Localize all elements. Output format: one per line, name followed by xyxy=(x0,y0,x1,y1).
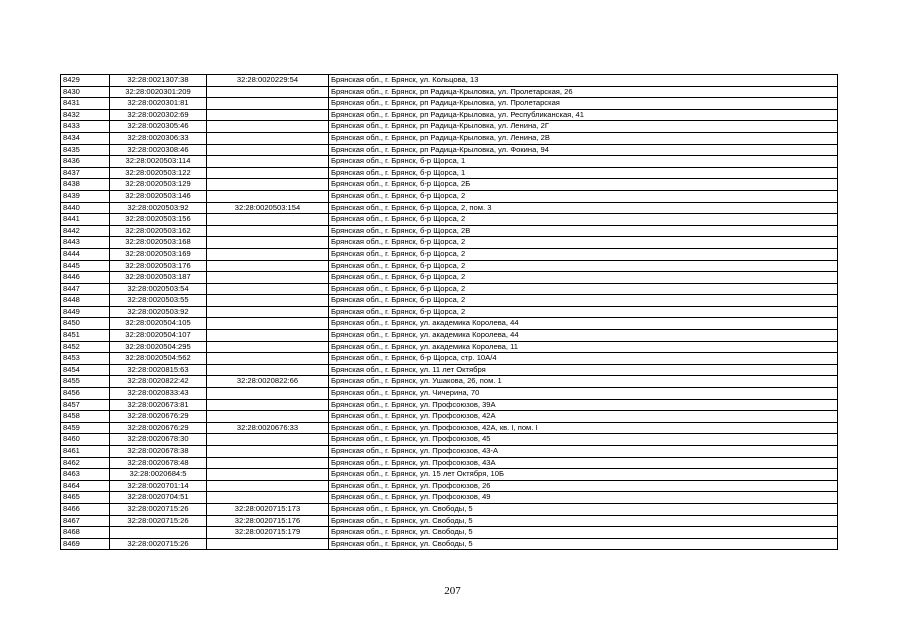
secondary-cadastral-number-cell xyxy=(207,121,329,133)
table-row xyxy=(61,318,838,330)
secondary-cadastral-number-cell: 32:28:0020676:33 xyxy=(207,422,329,434)
row-number-cell: 8431 xyxy=(61,98,110,110)
cadastral-number-cell: 32:28:0020704:51 xyxy=(110,492,207,504)
secondary-cadastral-number-cell: 32:28:0020503:154 xyxy=(207,202,329,214)
cadastral-number-cell: 32:28:0020503:156 xyxy=(110,214,207,226)
row-number-cell: 8444 xyxy=(61,248,110,260)
secondary-cadastral-number-cell xyxy=(207,295,329,307)
row-number-cell: 8430 xyxy=(61,86,110,98)
secondary-cadastral-number-cell xyxy=(207,538,329,550)
secondary-cadastral-number-cell xyxy=(207,388,329,400)
cadastral-number-cell: 32:28:0020673:81 xyxy=(110,399,207,411)
row-number-cell: 8433 xyxy=(61,121,110,133)
secondary-cadastral-number-cell xyxy=(207,156,329,168)
row-number-cell: 8450 xyxy=(61,318,110,330)
secondary-cadastral-number-cell xyxy=(207,248,329,260)
address-cell: Брянская обл., г. Брянск, б-р Щорса, стр. 10А/4 xyxy=(329,353,838,365)
table-row xyxy=(61,156,838,168)
cadastral-number-cell: 32:28:0020503:54 xyxy=(110,283,207,295)
secondary-cadastral-number-cell xyxy=(207,364,329,376)
cadastral-number-cell: 32:28:0020302:69 xyxy=(110,109,207,121)
secondary-cadastral-number-cell xyxy=(207,272,329,284)
row-number-cell: 8441 xyxy=(61,214,110,226)
row-number-cell: 8449 xyxy=(61,306,110,318)
address-cell: Брянская обл., г. Брянск, б-р Щорса, 2 xyxy=(329,190,838,202)
cadastral-number-cell: 32:28:0020504:105 xyxy=(110,318,207,330)
cadastral-number-cell xyxy=(110,527,207,539)
secondary-cadastral-number-cell xyxy=(207,341,329,353)
secondary-cadastral-number-cell xyxy=(207,480,329,492)
cadastral-number-cell: 32:28:0020676:29 xyxy=(110,422,207,434)
address-cell: Брянская обл., г. Брянск, б-р Щорса, 1 xyxy=(329,156,838,168)
secondary-cadastral-number-cell xyxy=(207,132,329,144)
row-number-cell: 8462 xyxy=(61,457,110,469)
table-row xyxy=(61,457,838,469)
address-cell: Брянская обл., г. Брянск, б-р Щорса, 1 xyxy=(329,167,838,179)
cadastral-number-cell: 32:28:0021307:38 xyxy=(110,75,207,87)
row-number-cell: 8454 xyxy=(61,364,110,376)
table-row xyxy=(61,202,838,214)
table-row xyxy=(61,376,838,388)
address-cell: Брянская обл., г. Брянск, рп Радица-Крыловка, ул. Пролетарская xyxy=(329,98,838,110)
address-cell: Брянская обл., г. Брянск, ул. Профсоюзов, 49 xyxy=(329,492,838,504)
cadastral-number-cell: 32:28:0020833:43 xyxy=(110,388,207,400)
secondary-cadastral-number-cell xyxy=(207,237,329,249)
address-cell: Брянская обл., г. Брянск, ул. академика Королева, 11 xyxy=(329,341,838,353)
address-cell: Брянская обл., г. Брянск, ул. 15 лет Октября, 10Б xyxy=(329,469,838,481)
row-number-cell: 8439 xyxy=(61,190,110,202)
table-row xyxy=(61,388,838,400)
table-row xyxy=(61,503,838,515)
cadastral-number-cell: 32:28:0020301:81 xyxy=(110,98,207,110)
cadastral-number-cell: 32:28:0020503:114 xyxy=(110,156,207,168)
secondary-cadastral-number-cell xyxy=(207,399,329,411)
secondary-cadastral-number-cell xyxy=(207,434,329,446)
cadastral-number-cell: 32:28:0020676:29 xyxy=(110,411,207,423)
address-cell: Брянская обл., г. Брянск, ул. Профсоюзов, 43-А xyxy=(329,446,838,458)
row-number-cell: 8445 xyxy=(61,260,110,272)
secondary-cadastral-number-cell: 32:28:0020715:173 xyxy=(207,503,329,515)
secondary-cadastral-number-cell: 32:28:0020229:54 xyxy=(207,75,329,87)
secondary-cadastral-number-cell xyxy=(207,492,329,504)
address-cell: Брянская обл., г. Брянск, б-р Щорса, 2В xyxy=(329,225,838,237)
address-cell: Брянская обл., г. Брянск, ул. Свободы, 5 xyxy=(329,515,838,527)
cadastral-number-cell: 32:28:0020503:55 xyxy=(110,295,207,307)
row-number-cell: 8440 xyxy=(61,202,110,214)
cadastral-number-cell: 32:28:0020504:295 xyxy=(110,341,207,353)
cadastral-number-cell: 32:28:0020301:209 xyxy=(110,86,207,98)
cadastral-number-cell: 32:28:0020678:30 xyxy=(110,434,207,446)
secondary-cadastral-number-cell xyxy=(207,190,329,202)
secondary-cadastral-number-cell xyxy=(207,109,329,121)
table-row xyxy=(61,341,838,353)
row-number-cell: 8443 xyxy=(61,237,110,249)
cadastral-number-cell: 32:28:0020305:46 xyxy=(110,121,207,133)
page-number: 207 xyxy=(444,585,461,597)
secondary-cadastral-number-cell xyxy=(207,86,329,98)
table-row xyxy=(61,422,838,434)
address-cell: Брянская обл., г. Брянск, ул. 11 лет Октября xyxy=(329,364,838,376)
secondary-cadastral-number-cell: 32:28:0020715:179 xyxy=(207,527,329,539)
cadastral-number-cell: 32:28:0020715:26 xyxy=(110,538,207,550)
table-row xyxy=(61,515,838,527)
address-cell: Брянская обл., г. Брянск, ул. Чичерина, 70 xyxy=(329,388,838,400)
secondary-cadastral-number-cell xyxy=(207,411,329,423)
cadastral-number-cell: 32:28:0020701:14 xyxy=(110,480,207,492)
table-row xyxy=(61,144,838,156)
registry-table xyxy=(60,74,838,550)
address-cell: Брянская обл., г. Брянск, б-р Щорса, 2Б xyxy=(329,179,838,191)
table-row xyxy=(61,98,838,110)
secondary-cadastral-number-cell xyxy=(207,457,329,469)
table-row xyxy=(61,492,838,504)
row-number-cell: 8435 xyxy=(61,144,110,156)
address-cell: Брянская обл., г. Брянск, ул. Кольцова, 13 xyxy=(329,75,838,87)
table-row xyxy=(61,538,838,550)
cadastral-number-cell: 32:28:0020503:92 xyxy=(110,306,207,318)
row-number-cell: 8455 xyxy=(61,376,110,388)
cadastral-number-cell: 32:28:0020684:5 xyxy=(110,469,207,481)
row-number-cell: 8465 xyxy=(61,492,110,504)
secondary-cadastral-number-cell: 32:28:0020822:66 xyxy=(207,376,329,388)
table-row xyxy=(61,179,838,191)
row-number-cell: 8469 xyxy=(61,538,110,550)
secondary-cadastral-number-cell xyxy=(207,167,329,179)
row-number-cell: 8457 xyxy=(61,399,110,411)
address-cell: Брянская обл., г. Брянск, рп Радица-Крыловка, ул. Республиканская, 41 xyxy=(329,109,838,121)
table-row xyxy=(61,237,838,249)
secondary-cadastral-number-cell xyxy=(207,306,329,318)
address-cell: Брянская обл., г. Брянск, ул. Профсоюзов, 26 xyxy=(329,480,838,492)
cadastral-number-cell: 32:28:0020503:92 xyxy=(110,202,207,214)
address-cell: Брянская обл., г. Брянск, ул. академика Королева, 44 xyxy=(329,330,838,342)
table-row xyxy=(61,480,838,492)
registry-table-body xyxy=(61,75,838,550)
row-number-cell: 8453 xyxy=(61,353,110,365)
address-cell: Брянская обл., г. Брянск, ул. Свободы, 5 xyxy=(329,527,838,539)
secondary-cadastral-number-cell xyxy=(207,260,329,272)
address-cell: Брянская обл., г. Брянск, б-р Щорса, 2, пом. 3 xyxy=(329,202,838,214)
cadastral-number-cell: 32:28:0020308:46 xyxy=(110,144,207,156)
row-number-cell: 8437 xyxy=(61,167,110,179)
row-number-cell: 8456 xyxy=(61,388,110,400)
table-row xyxy=(61,446,838,458)
secondary-cadastral-number-cell xyxy=(207,318,329,330)
row-number-cell: 8460 xyxy=(61,434,110,446)
table-row xyxy=(61,260,838,272)
secondary-cadastral-number-cell xyxy=(207,446,329,458)
cadastral-number-cell: 32:28:0020503:129 xyxy=(110,179,207,191)
address-cell: Брянская обл., г. Брянск, б-р Щорса, 2 xyxy=(329,272,838,284)
address-cell: Брянская обл., г. Брянск, б-р Щорса, 2 xyxy=(329,306,838,318)
address-cell: Брянская обл., г. Брянск, рп Радица-Крыловка, ул. Пролетарская, 26 xyxy=(329,86,838,98)
cadastral-number-cell: 32:28:0020815:63 xyxy=(110,364,207,376)
cadastral-number-cell: 32:28:0020306:33 xyxy=(110,132,207,144)
address-cell: Брянская обл., г. Брянск, б-р Щорса, 2 xyxy=(329,248,838,260)
address-cell: Брянская обл., г. Брянск, б-р Щорса, 2 xyxy=(329,260,838,272)
table-row xyxy=(61,214,838,226)
row-number-cell: 8458 xyxy=(61,411,110,423)
cadastral-number-cell: 32:28:0020503:168 xyxy=(110,237,207,249)
table-row xyxy=(61,283,838,295)
secondary-cadastral-number-cell xyxy=(207,214,329,226)
row-number-cell: 8461 xyxy=(61,446,110,458)
cadastral-number-cell: 32:28:0020503:162 xyxy=(110,225,207,237)
table-row xyxy=(61,353,838,365)
row-number-cell: 8432 xyxy=(61,109,110,121)
row-number-cell: 8463 xyxy=(61,469,110,481)
cadastral-number-cell: 32:28:0020503:187 xyxy=(110,272,207,284)
secondary-cadastral-number-cell xyxy=(207,179,329,191)
table-row xyxy=(61,527,838,539)
cadastral-number-cell: 32:28:0020715:26 xyxy=(110,503,207,515)
cadastral-number-cell: 32:28:0020715:26 xyxy=(110,515,207,527)
table-row xyxy=(61,190,838,202)
secondary-cadastral-number-cell xyxy=(207,283,329,295)
row-number-cell: 8466 xyxy=(61,503,110,515)
secondary-cadastral-number-cell xyxy=(207,144,329,156)
address-cell: Брянская обл., г. Брянск, ул. Ушакова, 26, пом. 1 xyxy=(329,376,838,388)
row-number-cell: 8459 xyxy=(61,422,110,434)
row-number-cell: 8451 xyxy=(61,330,110,342)
cadastral-number-cell: 32:28:0020503:146 xyxy=(110,190,207,202)
table-row xyxy=(61,248,838,260)
secondary-cadastral-number-cell xyxy=(207,353,329,365)
cadastral-number-cell: 32:28:0020822:42 xyxy=(110,376,207,388)
row-number-cell: 8448 xyxy=(61,295,110,307)
cadastral-number-cell: 32:28:0020504:562 xyxy=(110,353,207,365)
address-cell: Брянская обл., г. Брянск, ул. Профсоюзов, 42А, кв. I, пом. I xyxy=(329,422,838,434)
row-number-cell: 8442 xyxy=(61,225,110,237)
address-cell: Брянская обл., г. Брянск, б-р Щорса, 2 xyxy=(329,214,838,226)
table-row xyxy=(61,75,838,87)
cadastral-number-cell: 32:28:0020504:107 xyxy=(110,330,207,342)
secondary-cadastral-number-cell: 32:28:0020715:176 xyxy=(207,515,329,527)
address-cell: Брянская обл., г. Брянск, ул. Профсоюзов, 43А xyxy=(329,457,838,469)
table-row xyxy=(61,469,838,481)
address-cell: Брянская обл., г. Брянск, б-р Щорса, 2 xyxy=(329,295,838,307)
address-cell: Брянская обл., г. Брянск, ул. академика Королева, 44 xyxy=(329,318,838,330)
table-row xyxy=(61,109,838,121)
address-cell: Брянская обл., г. Брянск, ул. Свободы, 5 xyxy=(329,538,838,550)
address-cell: Брянская обл., г. Брянск, б-р Щорса, 2 xyxy=(329,237,838,249)
address-cell: Брянская обл., г. Брянск, ул. Профсоюзов, 42А xyxy=(329,411,838,423)
table-row xyxy=(61,330,838,342)
address-cell: Брянская обл., г. Брянск, ул. Профсоюзов, 39А xyxy=(329,399,838,411)
row-number-cell: 8468 xyxy=(61,527,110,539)
address-cell: Брянская обл., г. Брянск, рп Радица-Крыловка, ул. Ленина, 2Г xyxy=(329,121,838,133)
row-number-cell: 8467 xyxy=(61,515,110,527)
address-cell: Брянская обл., г. Брянск, рп Радица-Крыловка, ул. Фокина, 94 xyxy=(329,144,838,156)
row-number-cell: 8436 xyxy=(61,156,110,168)
cadastral-number-cell: 32:28:0020503:176 xyxy=(110,260,207,272)
address-cell: Брянская обл., г. Брянск, ул. Свободы, 5 xyxy=(329,503,838,515)
address-cell: Брянская обл., г. Брянск, рп Радица-Крыловка, ул. Ленина, 2В xyxy=(329,132,838,144)
table-row xyxy=(61,86,838,98)
row-number-cell: 8429 xyxy=(61,75,110,87)
secondary-cadastral-number-cell xyxy=(207,330,329,342)
table-row xyxy=(61,434,838,446)
table-row xyxy=(61,132,838,144)
secondary-cadastral-number-cell xyxy=(207,98,329,110)
table-row xyxy=(61,364,838,376)
table-row xyxy=(61,272,838,284)
row-number-cell: 8452 xyxy=(61,341,110,353)
address-cell: Брянская обл., г. Брянск, б-р Щорса, 2 xyxy=(329,283,838,295)
row-number-cell: 8464 xyxy=(61,480,110,492)
table-row xyxy=(61,411,838,423)
cadastral-number-cell: 32:28:0020678:38 xyxy=(110,446,207,458)
table-row xyxy=(61,399,838,411)
row-number-cell: 8447 xyxy=(61,283,110,295)
row-number-cell: 8434 xyxy=(61,132,110,144)
table-row xyxy=(61,306,838,318)
row-number-cell: 8446 xyxy=(61,272,110,284)
secondary-cadastral-number-cell xyxy=(207,469,329,481)
table-row xyxy=(61,167,838,179)
cadastral-number-cell: 32:28:0020678:48 xyxy=(110,457,207,469)
cadastral-number-cell: 32:28:0020503:169 xyxy=(110,248,207,260)
cadastral-number-cell: 32:28:0020503:122 xyxy=(110,167,207,179)
table-row xyxy=(61,225,838,237)
address-cell: Брянская обл., г. Брянск, ул. Профсоюзов, 45 xyxy=(329,434,838,446)
secondary-cadastral-number-cell xyxy=(207,225,329,237)
table-row xyxy=(61,295,838,307)
table-row xyxy=(61,121,838,133)
row-number-cell: 8438 xyxy=(61,179,110,191)
